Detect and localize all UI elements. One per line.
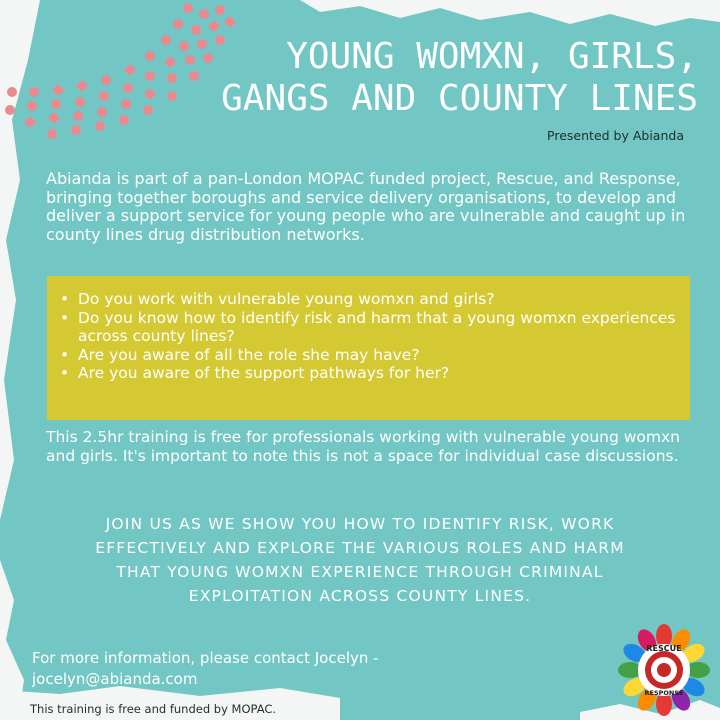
question-item: • Are you aware of the support pathways for her? — [58, 364, 688, 383]
cta-line-4: EXPLOITATION ACROSS COUNTY LINES. — [188, 587, 532, 605]
presented-by: Presented by Abianda — [547, 128, 684, 143]
title-line-1: YOUNG WOMXN, GIRLS, — [286, 36, 698, 77]
cta-line-2: EFFECTIVELY AND EXPLORE THE VARIOUS ROLES AND HARM — [95, 539, 625, 557]
call-to-action — [40, 512, 680, 608]
question-item: • Do you work with vulnerable young womxn and girls? — [58, 290, 688, 309]
logo-text-top: RESCUE — [646, 644, 682, 653]
question-item: • Are you aware of all the role she may have? — [58, 346, 688, 365]
logo-text-bottom: RESPONSE — [644, 689, 684, 697]
contact-info — [32, 648, 452, 690]
intro-paragraph: Abianda is part of a pan-London MOPAC funded project, Rescue, and Response, bringing together boroughs and service delivery organisations, to develop and deliver a support service for young people who are vulnerable and caught up in county lines drug distribution networks. — [46, 169, 686, 244]
contact-email[interactable]: jocelyn@abianda.com — [32, 670, 198, 688]
contact-line: For more information, please contact Jocelyn - — [32, 649, 379, 667]
questions-list — [58, 290, 688, 383]
question-item: • Do you know how to identify risk and harm that a young womxn experiences across county lines? — [58, 309, 688, 346]
cta-line-3: THAT YOUNG WOMXN EXPERIENCE THROUGH CRIMINAL — [116, 563, 604, 581]
cta-line-1: JOIN US AS WE SHOW YOU HOW TO IDENTIFY RISK, WORK — [105, 515, 615, 533]
funded-note: This training is free and funded by MOPAC. — [30, 702, 277, 716]
training-note: This 2.5hr training is free for professionals working with vulnerable young womxn and girls. It's important to note this is not a space for individual case discussions. — [46, 428, 680, 465]
rescue-response-logo — [616, 622, 712, 718]
event-title — [188, 36, 698, 120]
title-line-2: GANGS AND COUNTY LINES — [221, 78, 698, 119]
